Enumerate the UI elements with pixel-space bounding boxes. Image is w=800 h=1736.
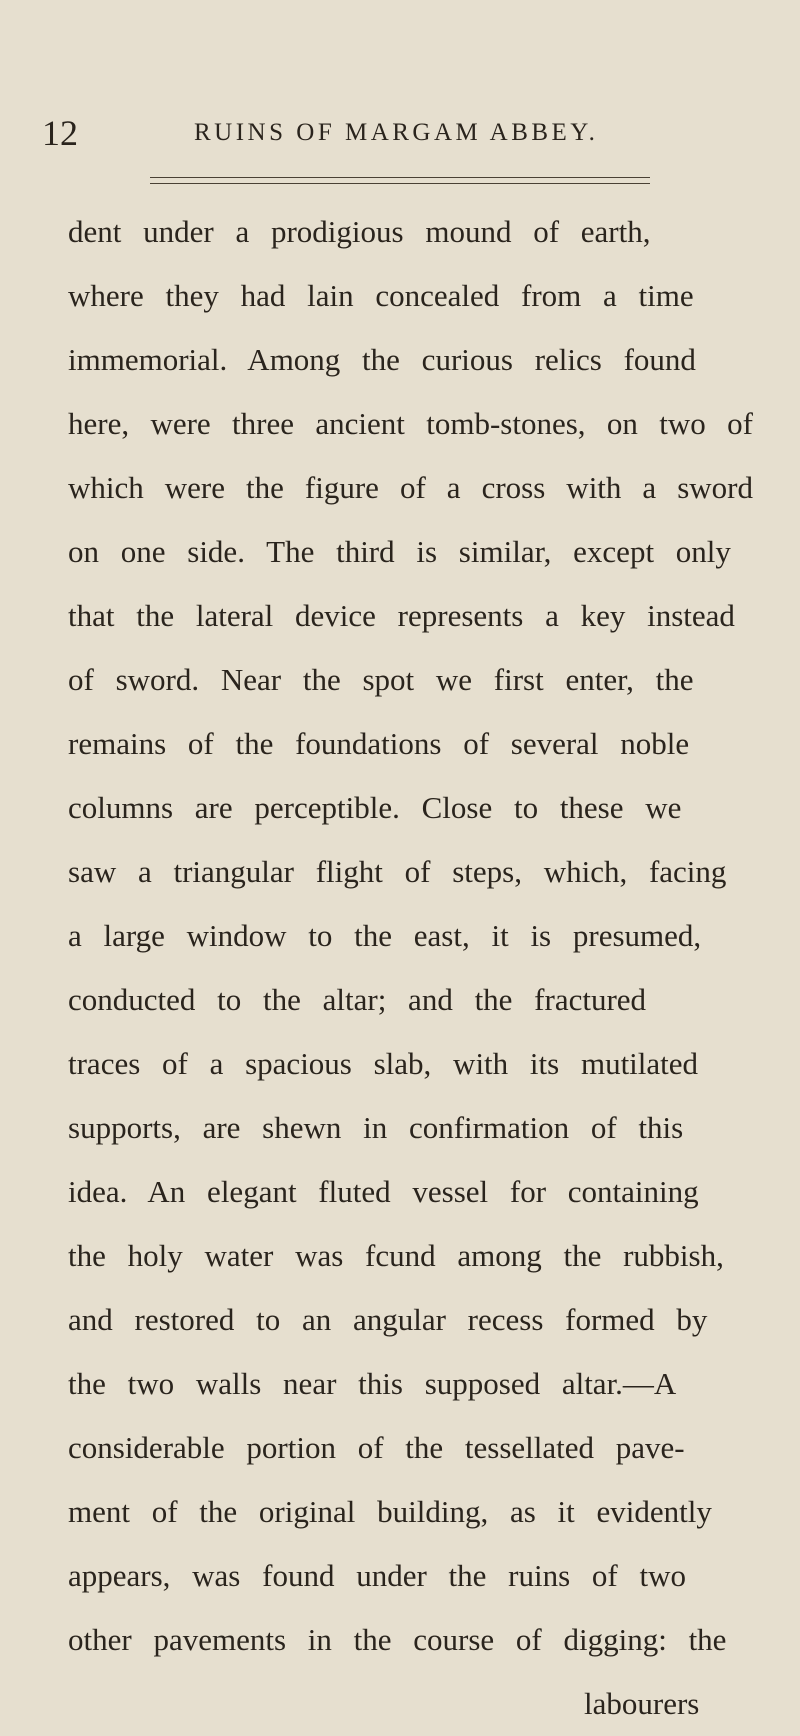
text-line: where they had lain concealed from a time: [68, 278, 694, 313]
text-line: ment of the original building, as it evidently: [68, 1494, 712, 1529]
text-line: traces of a spacious slab, with its mutilated: [68, 1046, 699, 1081]
text-line: here, were three ancient tomb-stones, on two of: [68, 406, 753, 441]
text-line: dent under a prodigious mound of earth,: [68, 214, 651, 249]
header-double-rule: [150, 177, 650, 184]
text-line: that the lateral device represents a key instead: [68, 598, 735, 633]
text-line: on one side. The third is similar, except only: [68, 534, 731, 569]
text-line: remains of the foundations of several noble: [68, 726, 690, 761]
text-line: the two walls near this supposed altar.—A: [68, 1366, 677, 1401]
page-header: [42, 108, 762, 158]
text-line: the holy water was fcund among the rubbish,: [68, 1238, 724, 1273]
catchword: labourers: [584, 1686, 700, 1721]
text-line: conducted to the altar; and the fractured: [68, 982, 647, 1017]
text-line: supports, are shewn in confirmation of this: [68, 1110, 684, 1145]
text-line: considerable portion of the tessellated pave-: [68, 1430, 685, 1465]
running-title: RUINS OF MARGAM ABBEY.: [194, 119, 599, 146]
text-line: a large window to the east, it is presumed,: [68, 918, 702, 953]
text-line: columns are perceptible. Close to these we: [68, 790, 682, 825]
text-line: other pavements in the course of digging: the: [68, 1622, 727, 1657]
page-number: 12: [42, 113, 78, 153]
text-line: appears, was found under the ruins of two: [68, 1558, 686, 1593]
text-line: and restored to an angular recess formed by: [68, 1302, 708, 1337]
text-line: which were the figure of a cross with a sword: [68, 470, 753, 505]
text-line: saw a triangular flight of steps, which, facing: [68, 854, 727, 889]
text-line: immemorial. Among the curious relics found: [68, 342, 696, 377]
text-line: idea. An elegant fluted vessel for containing: [68, 1174, 699, 1209]
text-line: of sword. Near the spot we first enter, the: [68, 662, 694, 697]
